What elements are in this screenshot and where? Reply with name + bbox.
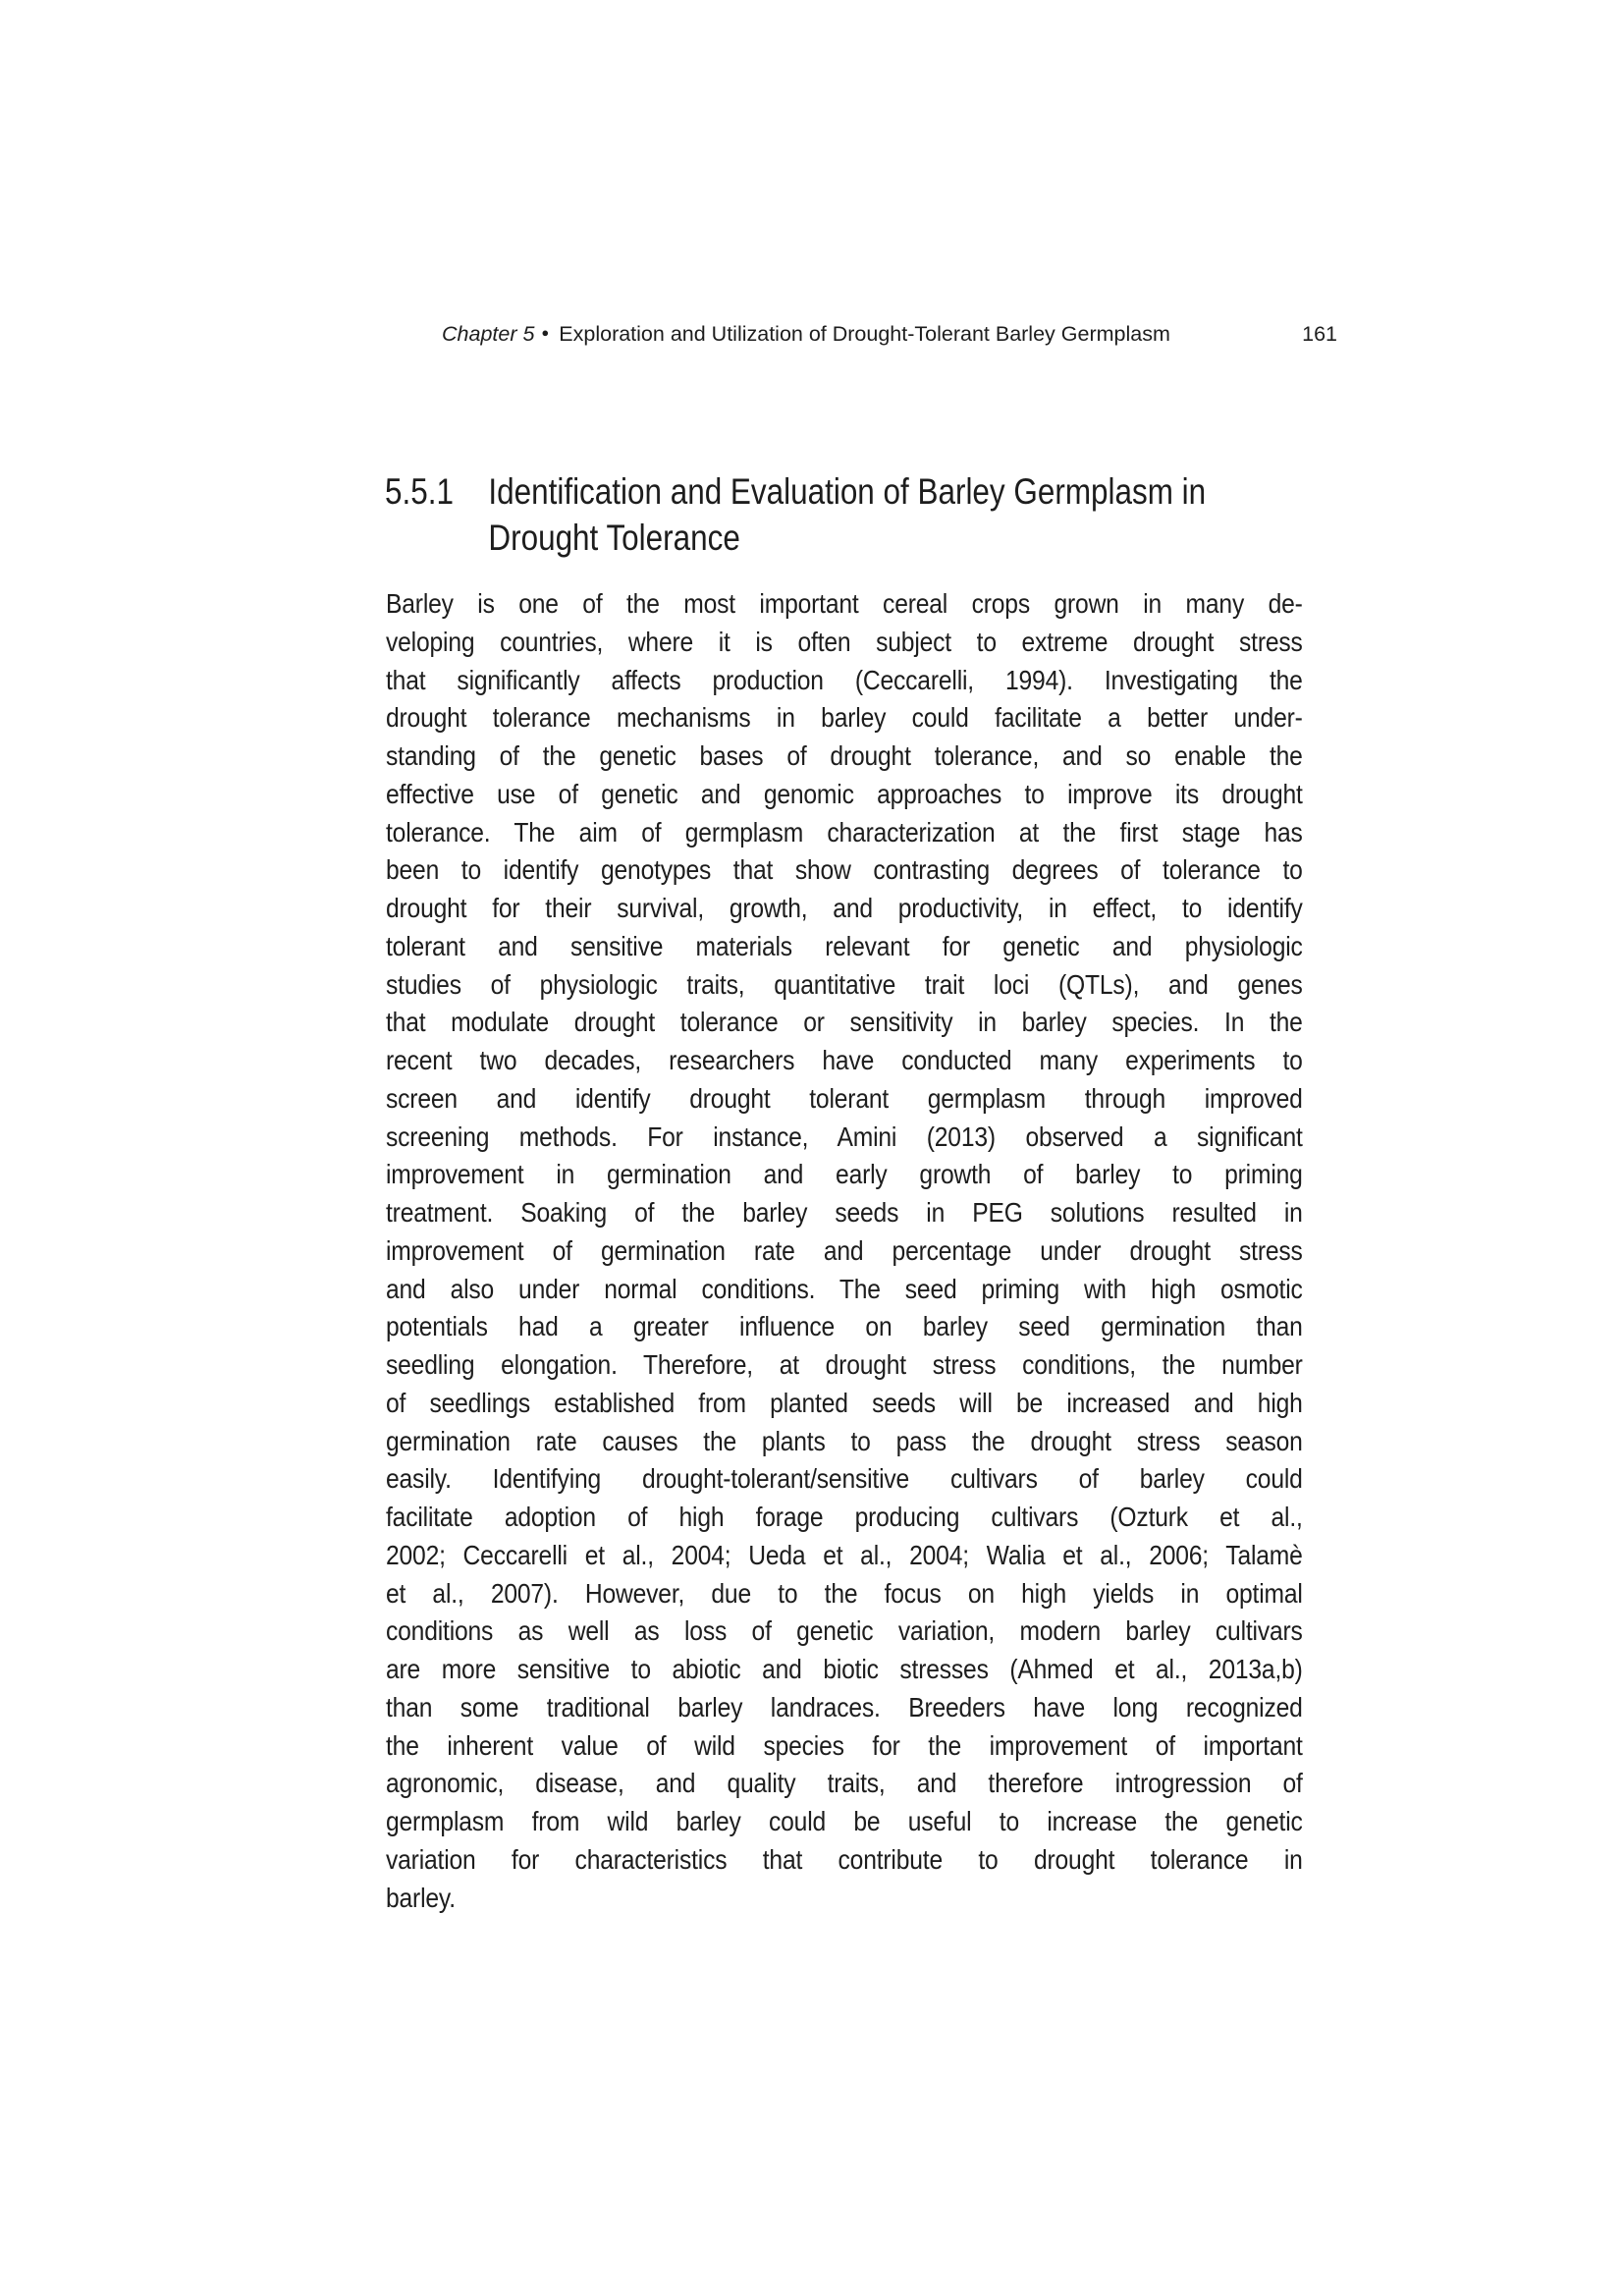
paragraph-line: potentials had a greater influence on barley seed germination than — [386, 1311, 1303, 1342]
section-number: 5.5.1 — [385, 471, 454, 512]
paragraph-line: tolerant and sensitive materials relevant for genetic and physiologic — [386, 930, 1303, 961]
paragraph-line: are more sensitive to abiotic and biotic stresses (Ahmed et al., 2013a,b) — [386, 1654, 1303, 1684]
paragraph-line: et al., 2007). However, due to the focus on high yields in optimal — [386, 1577, 1303, 1609]
paragraph-line: and also under normal conditions. The seed priming with high osmotic — [386, 1273, 1303, 1304]
paragraph-line: 2002; Ceccarelli et al., 2004; Ueda et al., 2004; Walia et al., 2006; Talamè — [386, 1539, 1303, 1570]
paragraph-line: drought for their survival, growth, and productivity, in effect, to identify — [386, 893, 1303, 923]
chapter-title: Exploration and Utilization of Drought-Tolerant Barley Germplasm — [559, 322, 1170, 346]
paragraph-line: of seedlings established from planted seeds will be increased and high — [386, 1387, 1303, 1418]
paragraph-line: treatment. Soaking of the barley seeds in PEG solutions resulted in — [386, 1197, 1303, 1228]
chapter-label: Chapter 5 — [442, 322, 535, 346]
section-heading — [385, 468, 1386, 561]
paragraph-line: recent two decades, researchers have conducted many experiments to — [386, 1045, 1303, 1075]
paragraph-line: tolerance. The aim of germplasm characterization at the first stage has — [386, 816, 1303, 847]
paragraph-line: improvement of germination rate and percentage under drought stress — [386, 1234, 1303, 1266]
paragraph-line: been to identify genotypes that show contrasting degrees of tolerance to — [386, 854, 1303, 886]
paragraph-line: that significantly affects production (Ceccarelli, 1994). Investigating the — [386, 664, 1303, 695]
paragraph-line: that modulate drought tolerance or sensitivity in barley species. In the — [386, 1007, 1303, 1038]
bullet-icon: ● — [541, 324, 550, 340]
paragraph-line: germplasm from wild barley could be useful to increase the genetic — [386, 1806, 1303, 1836]
paragraph-line: barley. — [386, 1882, 456, 1913]
paragraph-line: than some traditional barley landraces. Breeders have long recognized — [386, 1691, 1303, 1722]
paragraph-line: drought tolerance mechanisms in barley could facilitate a better under- — [386, 702, 1303, 734]
section-title-line1: Identification and Evaluation of Barley Germplasm in — [488, 471, 1207, 512]
running-header — [442, 320, 1337, 348]
paragraph-line: improvement in germination and early growth of barley to priming — [386, 1159, 1303, 1190]
paragraph-line: effective use of genetic and genomic approaches to improve its drought — [386, 778, 1303, 809]
body-paragraph — [386, 585, 1303, 1917]
running-header-text — [442, 320, 1170, 348]
paragraph-line: facilitate adoption of high forage producing cultivars (Ozturk et al., — [386, 1502, 1303, 1532]
section-title-line2: Drought Tolerance — [488, 518, 740, 558]
paragraph-line: veloping countries, where it is often subject to extreme drought stress — [386, 626, 1303, 657]
paragraph-line: easily. Identifying drought-tolerant/sensitive cultivars of barley could — [386, 1463, 1303, 1495]
paragraph-line: variation for characteristics that contribute to drought tolerance in — [386, 1843, 1303, 1875]
paragraph-line: germination rate causes the plants to pass the drought stress season — [386, 1425, 1303, 1456]
paragraph-line: screen and identify drought tolerant germplasm through improved — [386, 1082, 1303, 1114]
paragraph-line: studies of physiologic traits, quantitative trait loci (QTLs), and genes — [386, 968, 1303, 1000]
paragraph-line: seedling elongation. Therefore, at drought stress conditions, the number — [386, 1349, 1303, 1380]
paragraph-line: Barley is one of the most important cereal crops grown in many de- — [386, 588, 1303, 619]
paragraph-line: standing of the genetic bases of drought tolerance, and so enable the — [386, 740, 1303, 771]
page-number: 161 — [1302, 322, 1337, 346]
paragraph-line: screening methods. For instance, Amini (2013) observed a significant — [386, 1121, 1303, 1152]
paragraph-line: the inherent value of wild species for the improvement of important — [386, 1729, 1303, 1761]
paragraph-line: agronomic, disease, and quality traits, and therefore introgression of — [386, 1768, 1303, 1799]
paragraph-line: conditions as well as loss of genetic variation, modern barley cultivars — [386, 1615, 1303, 1647]
